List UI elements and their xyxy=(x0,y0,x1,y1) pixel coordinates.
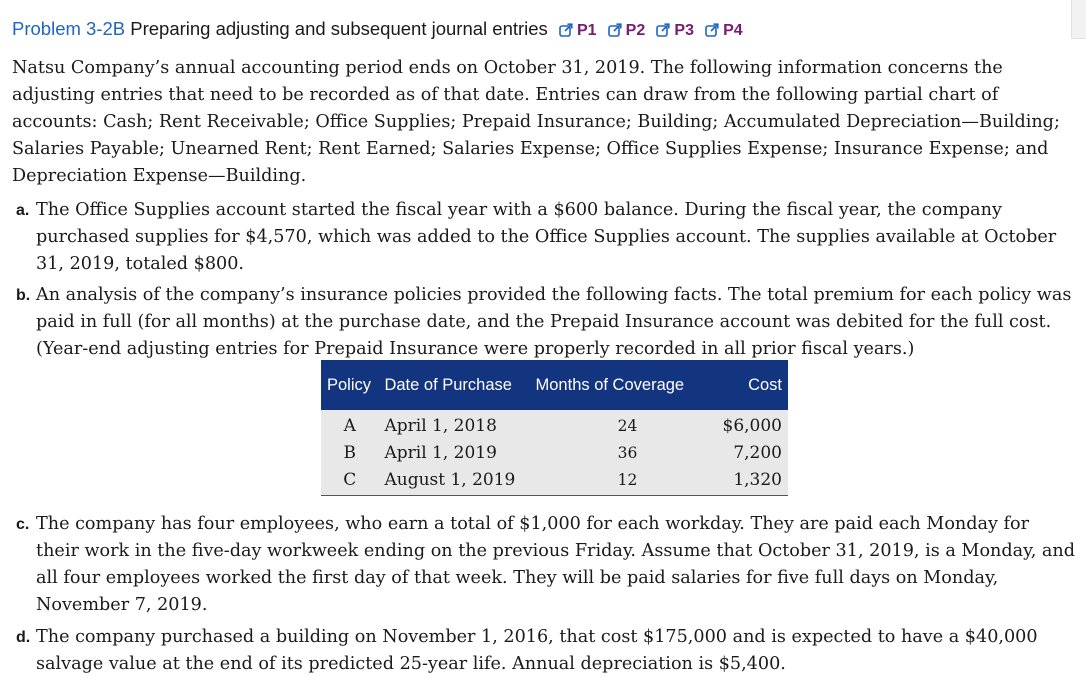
item-letter: b. xyxy=(16,287,31,304)
objective-tag-p1[interactable]: P1 xyxy=(576,22,597,39)
item-text: The company has four employees, who earn a total of $1,000 for each workday. They are paid each Monday for their work in the five-day workweek ending on the previous Friday. Assume that October 31, 2019, is a Monday, and all four employees worked the first day of that week. They will be paid salaries for five full days on Monday, November 7, 2019. xyxy=(36,514,1075,615)
objective-tag-p3[interactable]: P3 xyxy=(674,22,694,39)
problem-intro: Natsu Company’s annual accounting period ends on October 31, 2019. The following information concerns the adjusting entries that need to be recorded as of that date. Entries can draw from the following partial chart of accounts: Cash; Rent Receivable; Office Supplies; Prepaid Insurance; Building; Accumulated Depreciation—Building; Salaries Payable; Unearned Rent; Rent Earned; Salaries Expense; Office Supplies Expense; Insurance Expense; and Depreciation Expense—Building. xyxy=(12,58,1060,186)
external-link-icon[interactable] xyxy=(656,23,670,37)
external-link-icon[interactable] xyxy=(559,23,573,37)
column-header-cost: Cost xyxy=(701,360,788,410)
external-link-icon[interactable] xyxy=(608,23,622,37)
objective-tag-p2[interactable]: P2 xyxy=(625,22,646,39)
table-row xyxy=(321,467,788,496)
item-text: An analysis of the company’s insurance policies provided the following facts. The total premium for each policy was paid in full (for all months) at the purchase date, and the Prepaid Insurance account was debited for the full cost. (Year-end adjusting entries for Prepaid Insurance were properly recorded in all prior fiscal years.) xyxy=(36,285,1072,359)
column-header-date: Date of Purchase xyxy=(378,360,529,410)
item-letter: a. xyxy=(16,202,30,219)
item-letter: c. xyxy=(16,516,30,533)
problem-title: Preparing adjusting and subsequent journal entries xyxy=(130,18,548,39)
problem-content-lower xyxy=(12,511,1078,678)
item-text: The Office Supplies account started the fiscal year with a $600 balance. During the fiscal year, the company purchased supplies for $4,570, which was added to the Office Supplies account. The supplies available at October 31, 2019, totaled $800. xyxy=(36,200,1057,274)
cell-policy: B xyxy=(321,440,378,467)
policy-table xyxy=(321,360,788,496)
item-text: The company purchased a building on November 1, 2016, that cost $175,000 and is expected to have a $40,000 salvage value at the end of its predicted 25-year life. Annual depreciation is $5,400. xyxy=(36,627,1038,674)
problem-heading xyxy=(12,14,1078,46)
column-header-policy: Policy xyxy=(321,360,378,410)
cell-cost: 1,320 xyxy=(701,467,788,496)
item-b xyxy=(12,282,1076,363)
cell-policy: C xyxy=(321,467,378,496)
table-row xyxy=(321,410,788,440)
table-header-row xyxy=(321,360,788,410)
item-d xyxy=(12,624,1076,678)
cell-cost: $6,000 xyxy=(701,410,788,440)
item-letter: d. xyxy=(16,629,31,646)
cell-date: August 1, 2019 xyxy=(378,467,529,496)
problem-content xyxy=(12,14,1078,363)
cell-policy: A xyxy=(321,410,378,440)
cell-months: 24 xyxy=(530,410,702,440)
objective-tag-p4[interactable]: P4 xyxy=(723,22,743,39)
column-header-months: Months of Coverage xyxy=(530,360,702,410)
item-a xyxy=(12,197,1076,278)
policy-table-wrapper xyxy=(321,360,788,496)
table-row xyxy=(321,440,788,467)
item-c xyxy=(12,511,1076,619)
problem-number: Problem 3-2B xyxy=(12,18,126,39)
cell-months: 12 xyxy=(530,467,702,496)
cell-cost: 7,200 xyxy=(701,440,788,467)
cell-months: 36 xyxy=(530,440,702,467)
external-link-icon[interactable] xyxy=(705,23,719,37)
cell-date: April 1, 2018 xyxy=(378,410,529,440)
cell-date: April 1, 2019 xyxy=(378,440,529,467)
